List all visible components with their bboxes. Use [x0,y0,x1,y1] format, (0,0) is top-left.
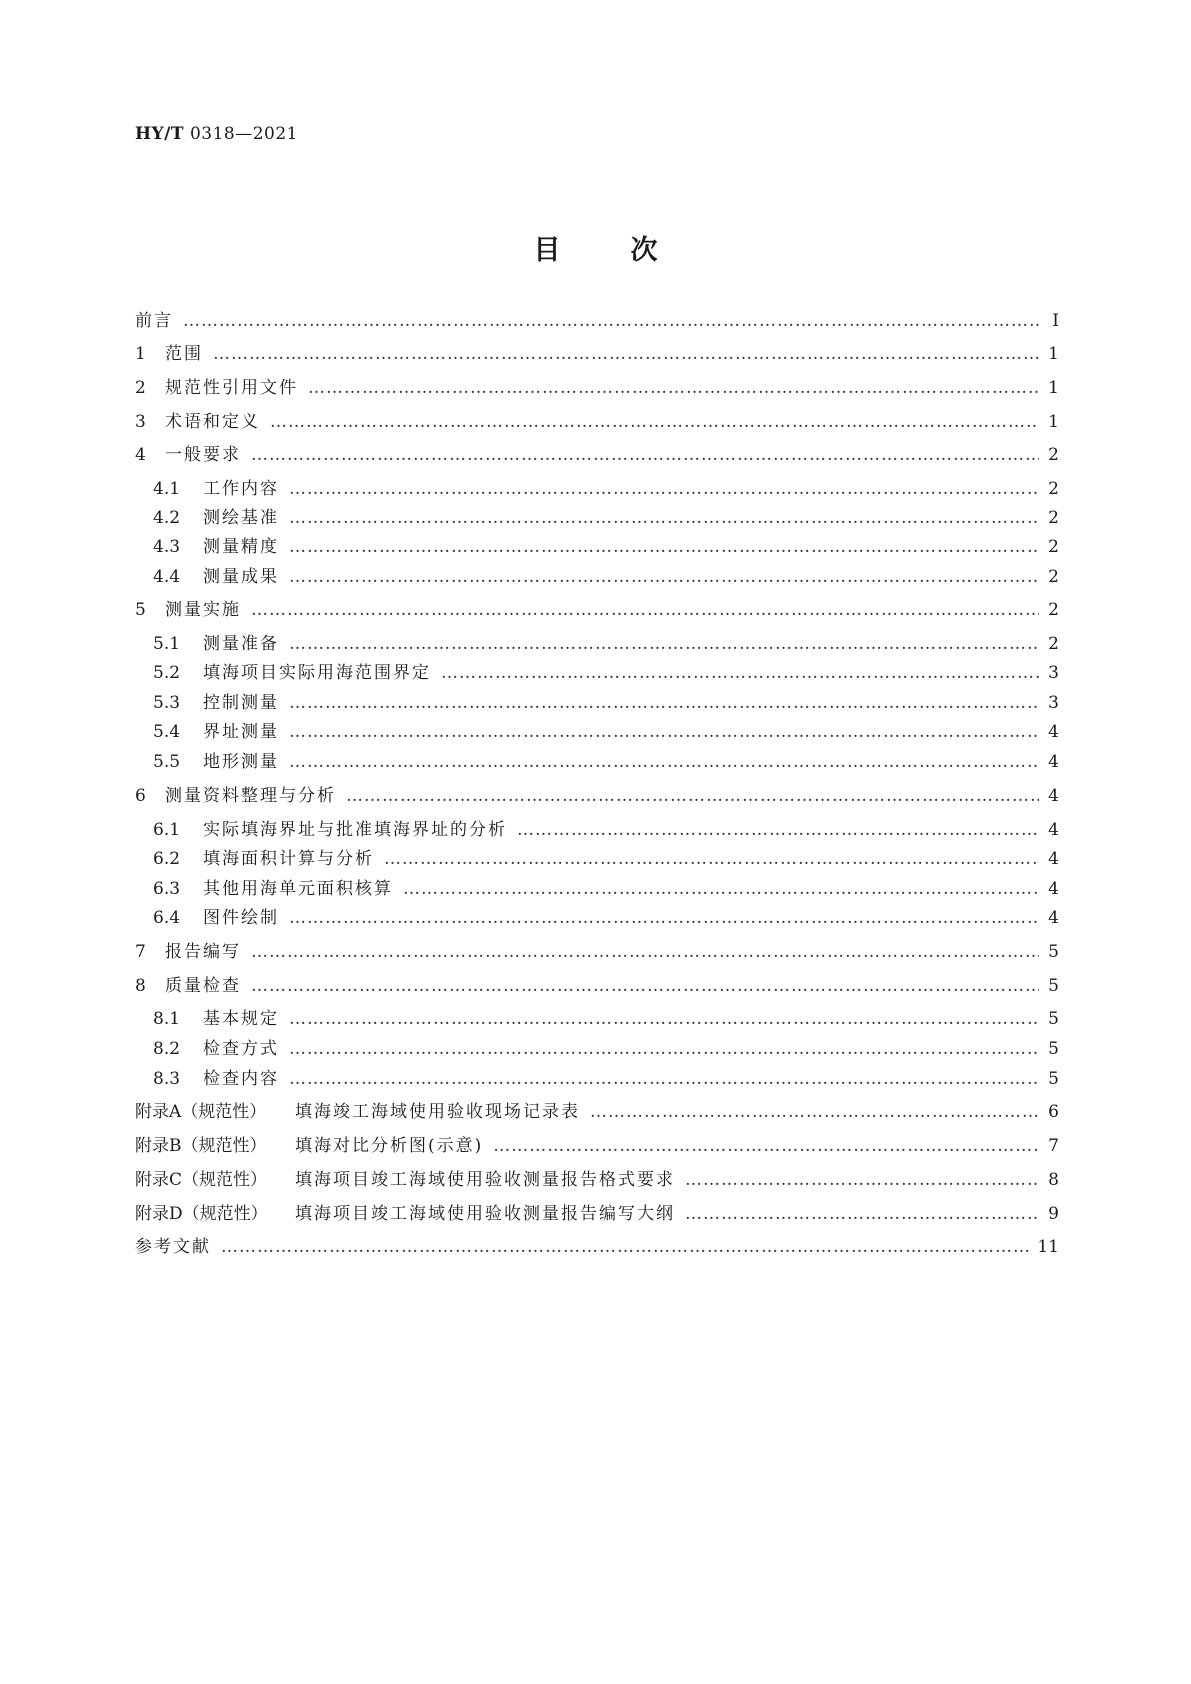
toc-entry-title: 测绘基准 [203,508,279,528]
toc-entry-number: 6.3 [153,879,181,899]
toc-entry-page: 2 [1048,634,1059,654]
dot-leader [289,721,1039,743]
toc-entry[interactable] [153,751,1059,773]
toc-entry-number: 4 [135,445,146,465]
standard-prefix: HY/T [135,124,185,144]
toc-entry-page: 7 [1048,1136,1059,1156]
toc-entry[interactable] [135,1203,1059,1225]
dot-leader [289,692,1039,714]
toc-entry-title: 填海对比分析图(示意) [295,1136,484,1156]
dot-leader [441,662,1039,684]
toc-entry-page: 2 [1048,600,1059,620]
toc-entry[interactable] [135,599,1059,621]
toc-entry-page: Ⅰ [1052,311,1059,331]
dot-leader [346,785,1039,807]
toc-entry-page: 8 [1048,1170,1059,1190]
toc-entry-page: 3 [1048,663,1059,683]
dot-leader [213,343,1039,365]
toc-entry[interactable] [153,662,1059,684]
toc-entry[interactable] [153,507,1059,529]
toc-entry-number: 5.5 [153,752,181,772]
toc-entry-title: 术语和定义 [165,412,260,432]
toc-entry-number: 6 [135,786,146,806]
toc-entry-title: 参考文献 [135,1237,211,1257]
toc-entry-number: 1 [135,344,146,364]
toc-entry-number: 5.3 [153,693,181,713]
toc-entry-number: 6.4 [153,908,181,928]
toc-entry[interactable] [135,1169,1059,1191]
toc-entry-title: 测量实施 [165,600,241,620]
toc-entry-title: 地形测量 [203,752,279,772]
toc-entry-title: 界址测量 [203,722,279,742]
dot-leader [493,1135,1039,1157]
toc-entry[interactable] [153,1068,1059,1090]
toc-entry[interactable] [135,1101,1059,1123]
toc-entry-page: 2 [1048,445,1059,465]
toc-entry-page: 1 [1048,412,1059,432]
toc-entry-number: 7 [135,942,146,962]
toc-entry[interactable] [135,941,1059,963]
toc-entry-page: 2 [1048,479,1059,499]
toc-entry[interactable] [153,1038,1059,1060]
standard-number: 0318—2021 [189,124,298,144]
toc-entry-page: 11 [1037,1237,1059,1257]
toc-entry-number: 4.4 [153,567,181,587]
toc-entry-page: 4 [1048,786,1059,806]
toc-entry-title: 测量准备 [203,634,279,654]
toc-entry[interactable] [153,878,1059,900]
dot-leader [517,819,1039,841]
toc-entry-number: 4.3 [153,537,181,557]
page-title: 目次 [533,235,728,266]
dot-leader [289,566,1039,588]
toc-entry-title: 控制测量 [203,693,279,713]
toc-entry-number: 8.3 [153,1069,181,1089]
dot-leader [221,1236,1031,1258]
toc-entry[interactable] [135,1135,1059,1157]
toc-entry-title: 填海竣工海域使用验收现场记录表 [295,1102,580,1122]
toc-entry[interactable] [153,633,1059,655]
document-code-header [135,124,298,144]
toc-entry-title: 报告编写 [165,942,241,962]
toc-entry[interactable] [135,343,1059,365]
toc-entry-number: 附录C（规范性） [135,1170,268,1190]
toc-entry-title: 工作内容 [203,479,279,499]
dot-leader [289,907,1039,929]
dot-leader [289,536,1039,558]
toc-entry-page: 4 [1048,722,1059,742]
toc-entry-title: 填海项目竣工海域使用验收测量报告编写大纲 [295,1204,675,1224]
toc-entry[interactable] [135,310,1059,332]
dot-leader [685,1169,1039,1191]
toc-entry[interactable] [153,907,1059,929]
toc-entry-title: 测量资料整理与分析 [165,786,336,806]
toc-entry-title: 测量成果 [203,567,279,587]
toc-entry-number: 4.2 [153,508,181,528]
toc-entry-number: 附录B（规范性） [135,1136,267,1156]
toc-entry-title: 图件绘制 [203,908,279,928]
toc-entry-number: 附录D（规范性） [135,1204,268,1224]
toc-entry-page: 5 [1048,976,1059,996]
dot-leader [289,1068,1039,1090]
toc-entry-number: 8.2 [153,1039,181,1059]
toc-entry-number: 8.1 [153,1009,181,1029]
dot-leader [384,848,1039,870]
toc-entry-page: 4 [1048,879,1059,899]
dot-leader [251,941,1039,963]
toc-entry-page: 4 [1048,849,1059,869]
toc-entry-number: 8 [135,976,146,996]
toc-entry-title: 填海项目竣工海域使用验收测量报告格式要求 [295,1170,675,1190]
toc-entry-number: 6.2 [153,849,181,869]
toc-entry-page: 5 [1048,1039,1059,1059]
dot-leader [251,599,1039,621]
dot-leader [289,751,1039,773]
dot-leader [289,1008,1039,1030]
toc-entry-page: 3 [1048,693,1059,713]
toc-entry[interactable] [153,721,1059,743]
dot-leader [251,975,1039,997]
toc-entry-title: 检查内容 [203,1069,279,1089]
toc-entry-page: 9 [1048,1204,1059,1224]
toc-entry-number: 附录A（规范性） [135,1102,267,1122]
toc-entry[interactable] [153,536,1059,558]
toc-entry-page: 2 [1048,537,1059,557]
dot-leader [270,411,1039,433]
toc-entry[interactable] [135,377,1059,399]
toc-entry[interactable] [153,692,1059,714]
toc-entry-title: 规范性引用文件 [165,378,298,398]
toc-entry-title: 测量精度 [203,537,279,557]
toc-entry[interactable] [153,478,1059,500]
toc-entry-page: 4 [1048,820,1059,840]
toc-entry-title: 其他用海单元面积核算 [203,879,393,899]
toc-entry[interactable] [153,566,1059,588]
toc-entry-number: 2 [135,378,146,398]
dot-leader [289,507,1039,529]
toc-entry-page: 2 [1048,508,1059,528]
toc-entry-title: 检查方式 [203,1039,279,1059]
toc-entry-page: 5 [1048,1009,1059,1029]
toc-entry[interactable] [153,1008,1059,1030]
dot-leader [251,444,1039,466]
toc-entry-number: 5.1 [153,634,181,654]
toc-entry-number: 5.4 [153,722,181,742]
dot-leader [289,478,1039,500]
toc-entry-title: 基本规定 [203,1009,279,1029]
toc-entry-number: 6.1 [153,820,181,840]
toc-entry-title: 一般要求 [165,445,241,465]
toc-entry-title: 填海项目实际用海范围界定 [203,663,431,683]
dot-leader [308,377,1039,399]
dot-leader [590,1101,1039,1123]
toc-entry[interactable] [135,444,1059,466]
toc-entry[interactable] [153,848,1059,870]
dot-leader [289,1038,1039,1060]
dot-leader [183,310,1039,332]
toc-entry-number: 3 [135,412,146,432]
toc-entry-page: 6 [1048,1102,1059,1122]
toc-entry-number: 5 [135,600,146,620]
toc-entry-title: 填海面积计算与分析 [203,849,374,869]
toc-entry-page: 4 [1048,908,1059,928]
toc-entry-page: 4 [1048,752,1059,772]
toc-entry-title: 前言 [135,311,173,331]
toc-entry-page: 1 [1048,378,1059,398]
toc-entry[interactable] [153,819,1059,841]
toc-entry[interactable] [135,411,1059,433]
toc-entry[interactable] [135,975,1059,997]
dot-leader [685,1203,1039,1225]
toc-entry[interactable] [135,785,1059,807]
toc-entry-page: 5 [1048,942,1059,962]
toc-entry-page: 1 [1048,344,1059,364]
toc-entry-title: 实际填海界址与批准填海界址的分析 [203,820,507,840]
toc-entry-title: 质量检查 [165,976,241,996]
dot-leader [289,633,1039,655]
toc-entry-page: 5 [1048,1069,1059,1089]
toc-entry[interactable] [135,1236,1059,1258]
toc-entry-number: 5.2 [153,663,181,683]
toc-entry-title: 范围 [165,344,203,364]
toc-entry-number: 4.1 [153,479,181,499]
toc-entry-page: 2 [1048,567,1059,587]
dot-leader [403,878,1039,900]
